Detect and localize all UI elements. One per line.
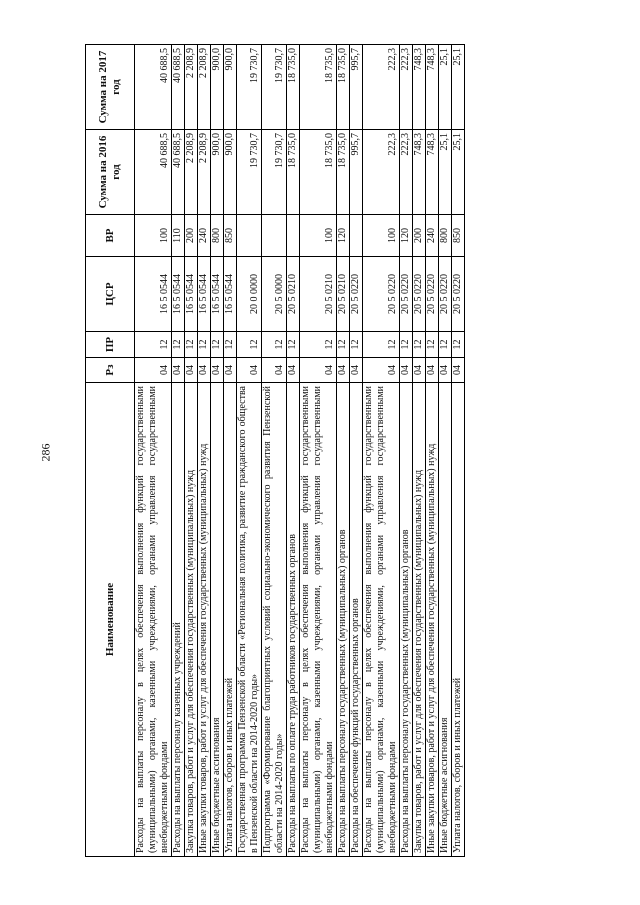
- cell-vr: 110: [172, 215, 185, 257]
- cell-name: Расходы на выплаты персоналу в целях обеспечения выполнения функций государственными (муниципальными) органами, казенными учреждениями, органами управления государственными внебюджетными фондами: [300, 383, 337, 857]
- cell-name: Подпрограмма «Формирование благоприятных условий социально-экономического развития Пензенской области на 2014-2020 годы»: [262, 383, 287, 857]
- cell-sum-2016: 18 735,0: [300, 130, 337, 215]
- header-sum-2017: Сумма на 2017 год: [86, 45, 135, 130]
- cell-sum-2016: 900,0: [211, 130, 224, 215]
- cell-vr: 240: [198, 215, 211, 257]
- cell-rz: 04: [198, 358, 211, 383]
- cell-rz: 04: [350, 358, 363, 383]
- table-row: [135, 45, 172, 857]
- cell-sum-2016: 2 208,9: [198, 130, 211, 215]
- cell-sum-2016: 18 735,0: [337, 130, 350, 215]
- cell-sum-2017: 40 688,5: [172, 45, 185, 130]
- cell-vr: 200: [185, 215, 198, 257]
- cell-name: Расходы на выплаты персоналу казенных учреждений: [172, 383, 185, 857]
- cell-name: Расходы на выплаты персоналу в целях обеспечения выполнения функций государственными (муниципальными) органами, казенными учреждениями, органами управления государственными внебюджетными фондами: [363, 383, 400, 857]
- cell-csr: 20 5 0210: [300, 257, 337, 332]
- cell-pr: 12: [400, 332, 413, 358]
- cell-csr: 20 5 0000: [262, 257, 287, 332]
- cell-pr: 12: [426, 332, 439, 358]
- cell-vr: 100: [300, 215, 337, 257]
- cell-vr: [350, 215, 363, 257]
- cell-csr: 16 5 0544: [135, 257, 172, 332]
- cell-pr: 12: [224, 332, 237, 358]
- cell-csr: 16 5 0544: [172, 257, 185, 332]
- cell-sum-2017: 222,3: [400, 45, 413, 130]
- cell-rz: 04: [287, 358, 300, 383]
- cell-name: Расходы на выплаты по оплате труда работников государственных органов: [287, 383, 300, 857]
- table-row: [400, 45, 413, 857]
- cell-sum-2017: 19 730,7: [237, 45, 262, 130]
- cell-sum-2016: 222,3: [400, 130, 413, 215]
- cell-pr: 12: [287, 332, 300, 358]
- cell-sum-2016: 18 735,0: [287, 130, 300, 215]
- cell-pr: 12: [172, 332, 185, 358]
- cell-rz: 04: [337, 358, 350, 383]
- cell-csr: 16 5 0544: [185, 257, 198, 332]
- table-row: [363, 45, 400, 857]
- table-row: [300, 45, 337, 857]
- cell-sum-2017: 900,0: [211, 45, 224, 130]
- cell-pr: 12: [300, 332, 337, 358]
- header-csr: ЦСР: [86, 257, 135, 332]
- cell-sum-2017: 2 208,9: [198, 45, 211, 130]
- cell-csr: 20 0 0000: [237, 257, 262, 332]
- table-row: [337, 45, 350, 857]
- cell-rz: 04: [172, 358, 185, 383]
- cell-sum-2016: 25,1: [452, 130, 465, 215]
- table-row: [439, 45, 452, 857]
- cell-sum-2016: 25,1: [439, 130, 452, 215]
- cell-rz: 04: [211, 358, 224, 383]
- cell-sum-2017: 18 735,0: [300, 45, 337, 130]
- cell-name: Государственная программа Пензенской области «Региональная политика, развитие гражданского общества в Пензенской области на 2014-2020 годы»: [237, 383, 262, 857]
- cell-csr: 20 5 0210: [337, 257, 350, 332]
- cell-vr: [287, 215, 300, 257]
- cell-rz: 04: [426, 358, 439, 383]
- cell-sum-2017: 40 688,5: [135, 45, 172, 130]
- cell-sum-2016: 748,3: [426, 130, 439, 215]
- table-row: [211, 45, 224, 857]
- cell-sum-2016: 2 208,9: [185, 130, 198, 215]
- cell-csr: 20 5 0220: [426, 257, 439, 332]
- cell-csr: 16 5 0544: [211, 257, 224, 332]
- cell-pr: 12: [237, 332, 262, 358]
- cell-csr: 20 5 0220: [350, 257, 363, 332]
- cell-sum-2016: 40 688,5: [172, 130, 185, 215]
- cell-csr: 20 5 0210: [287, 257, 300, 332]
- cell-name: Иные закупки товаров, работ и услуг для обеспечения государственных (муниципальных) нужд: [198, 383, 211, 857]
- cell-name: Расходы на выплаты персоналу государственных (муниципальных) органов: [400, 383, 413, 857]
- cell-sum-2016: 900,0: [224, 130, 237, 215]
- cell-name: Уплата налогов, сборов и иных платежей: [452, 383, 465, 857]
- cell-pr: 12: [350, 332, 363, 358]
- cell-csr: 20 5 0220: [452, 257, 465, 332]
- cell-sum-2016: 995,7: [350, 130, 363, 215]
- table-row: [185, 45, 198, 857]
- header-pr: ПР: [86, 332, 135, 358]
- cell-pr: 12: [185, 332, 198, 358]
- cell-name: Расходы на выплаты персоналу в целях обеспечения выполнения функций государственными (муниципальными) органами, казенными учреждениями, органами управления государственными внебюджетными фондами: [135, 383, 172, 857]
- cell-vr: 240: [426, 215, 439, 257]
- cell-vr: 800: [211, 215, 224, 257]
- cell-pr: 12: [211, 332, 224, 358]
- cell-pr: 12: [262, 332, 287, 358]
- table-row: [237, 45, 262, 857]
- cell-csr: 16 5 0544: [198, 257, 211, 332]
- cell-rz: 04: [135, 358, 172, 383]
- table-row: [287, 45, 300, 857]
- cell-vr: [262, 215, 287, 257]
- cell-sum-2017: 18 735,0: [337, 45, 350, 130]
- header-rz: Рз: [86, 358, 135, 383]
- cell-name: Уплата налогов, сборов и иных платежей: [224, 383, 237, 857]
- cell-sum-2016: 19 730,7: [237, 130, 262, 215]
- cell-name: Расходы на обеспечение функций государственных органов: [350, 383, 363, 857]
- cell-sum-2017: 222,3: [363, 45, 400, 130]
- cell-csr: 20 5 0220: [400, 257, 413, 332]
- table-row: [350, 45, 363, 857]
- cell-csr: 20 5 0220: [363, 257, 400, 332]
- cell-vr: [237, 215, 262, 257]
- cell-rz: 04: [224, 358, 237, 383]
- cell-sum-2017: 2 208,9: [185, 45, 198, 130]
- rotated-table-wrapper: [85, 45, 613, 857]
- cell-pr: 12: [337, 332, 350, 358]
- cell-pr: 12: [135, 332, 172, 358]
- cell-rz: 04: [452, 358, 465, 383]
- cell-rz: 04: [400, 358, 413, 383]
- cell-name: Закупка товаров, работ и услуг для обеспечения государственных (муниципальных) нужд: [413, 383, 426, 857]
- cell-pr: 12: [439, 332, 452, 358]
- cell-csr: 16 5 0544: [224, 257, 237, 332]
- cell-sum-2017: 748,3: [426, 45, 439, 130]
- cell-rz: 04: [262, 358, 287, 383]
- table-row: [224, 45, 237, 857]
- cell-vr: 850: [224, 215, 237, 257]
- cell-name: Расходы на выплаты персоналу государственных (муниципальных) органов: [337, 383, 350, 857]
- cell-sum-2016: 19 730,7: [262, 130, 287, 215]
- cell-name: Иные бюджетные ассигнования: [439, 383, 452, 857]
- table-row: [426, 45, 439, 857]
- cell-vr: 850: [452, 215, 465, 257]
- header-name: Наименование: [86, 383, 135, 857]
- table-row: [172, 45, 185, 857]
- cell-name: Иные закупки товаров, работ и услуг для обеспечения государственных (муниципальных) нужд: [426, 383, 439, 857]
- cell-rz: 04: [413, 358, 426, 383]
- cell-sum-2017: 25,1: [452, 45, 465, 130]
- cell-rz: 04: [185, 358, 198, 383]
- cell-sum-2017: 19 730,7: [262, 45, 287, 130]
- cell-rz: 04: [237, 358, 262, 383]
- table-row: [413, 45, 426, 857]
- cell-vr: 100: [135, 215, 172, 257]
- header-vr: ВР: [86, 215, 135, 257]
- header-sum-2016: Сумма на 2016 год: [86, 130, 135, 215]
- cell-sum-2017: 995,7: [350, 45, 363, 130]
- cell-sum-2016: 40 688,5: [135, 130, 172, 215]
- cell-sum-2017: 18 735,0: [287, 45, 300, 130]
- cell-sum-2016: 748,3: [413, 130, 426, 215]
- cell-sum-2017: 900,0: [224, 45, 237, 130]
- cell-name: Закупка товаров, работ и услуг для обеспечения государственных (муниципальных) нужд: [185, 383, 198, 857]
- table-row: [452, 45, 465, 857]
- cell-pr: 12: [363, 332, 400, 358]
- page-number: 286: [38, 443, 53, 462]
- table-row: [262, 45, 287, 857]
- cell-rz: 04: [300, 358, 337, 383]
- cell-rz: 04: [363, 358, 400, 383]
- cell-vr: 100: [363, 215, 400, 257]
- cell-vr: 120: [400, 215, 413, 257]
- cell-sum-2017: 25,1: [439, 45, 452, 130]
- cell-sum-2016: 222,3: [363, 130, 400, 215]
- table-row: [198, 45, 211, 857]
- cell-sum-2017: 748,3: [413, 45, 426, 130]
- cell-pr: 12: [452, 332, 465, 358]
- budget-table: [85, 44, 465, 857]
- cell-name: Иные бюджетные ассигнования: [211, 383, 224, 857]
- cell-pr: 12: [413, 332, 426, 358]
- header-row: [86, 45, 135, 857]
- cell-pr: 12: [198, 332, 211, 358]
- cell-vr: 800: [439, 215, 452, 257]
- cell-vr: 120: [337, 215, 350, 257]
- cell-csr: 20 5 0220: [439, 257, 452, 332]
- cell-csr: 20 5 0220: [413, 257, 426, 332]
- cell-vr: 200: [413, 215, 426, 257]
- cell-rz: 04: [439, 358, 452, 383]
